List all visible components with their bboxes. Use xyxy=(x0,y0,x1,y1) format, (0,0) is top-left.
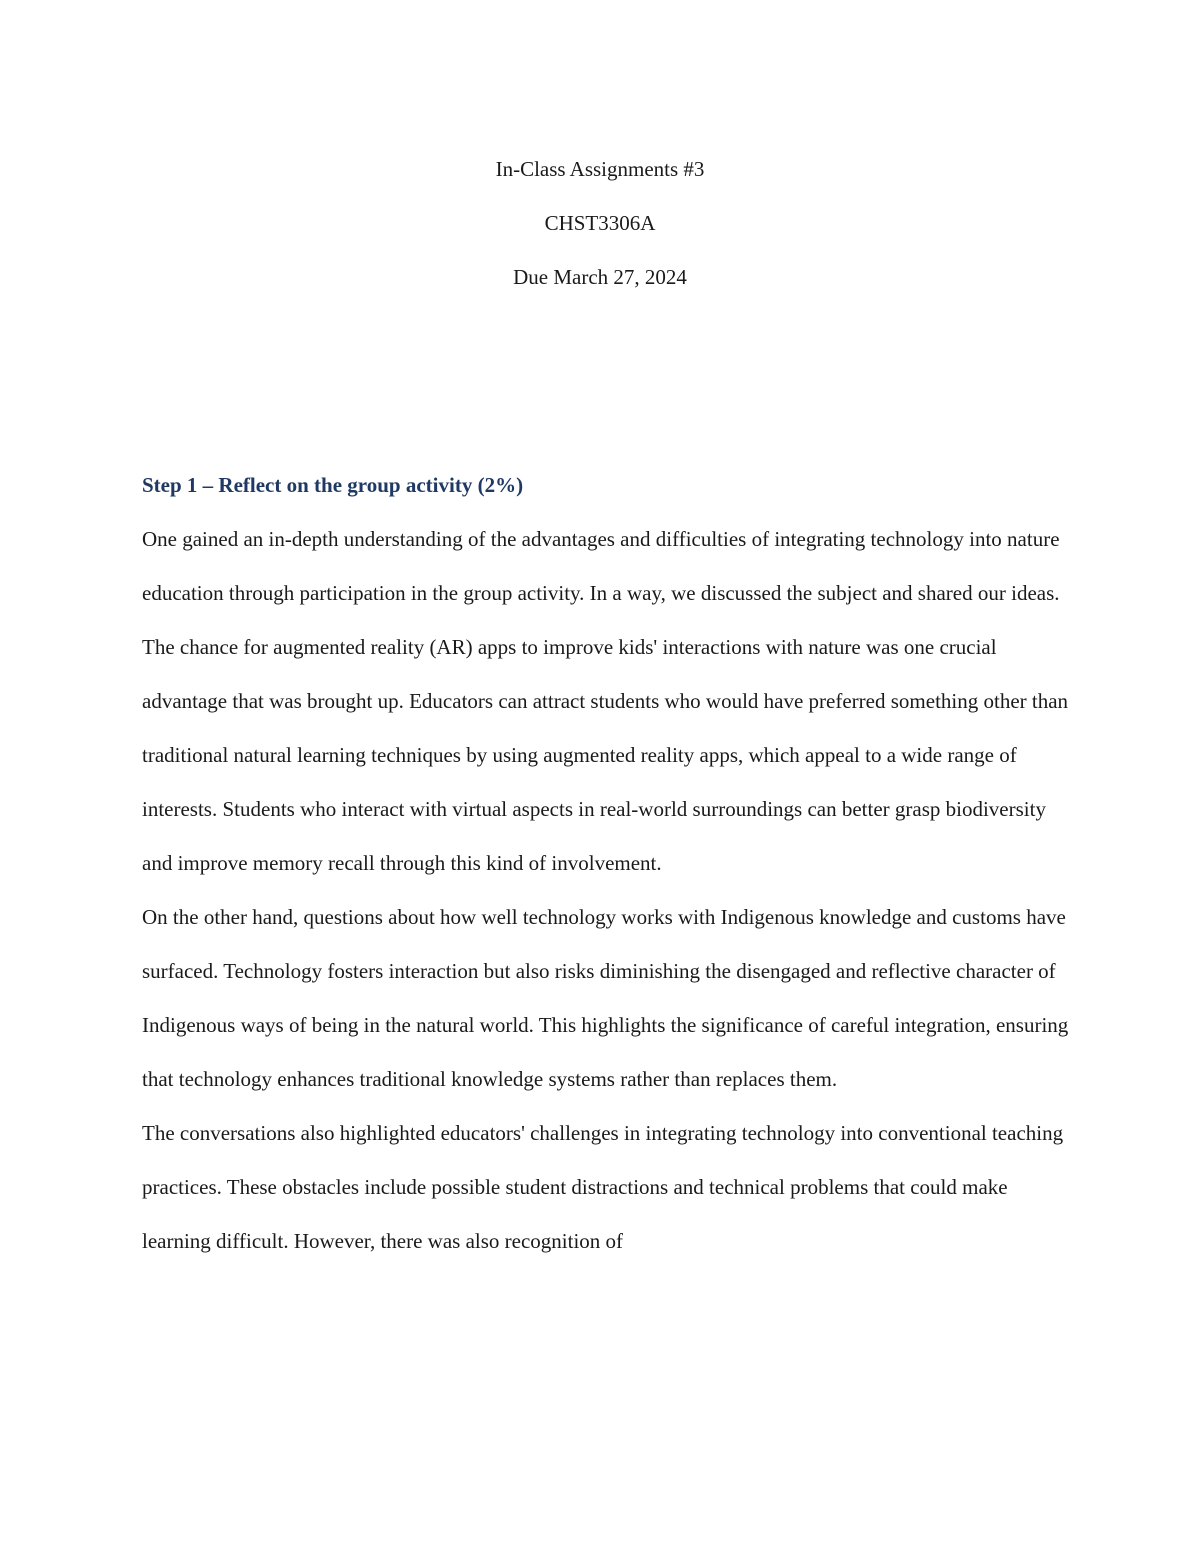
paragraph-1: One gained an in-depth understanding of the advantages and difficulties of integrating technology into nature education through participation in the group activity. In a way, we discussed the subject and shared our ideas. The chance for augmented reality (AR) apps to improve kids' interactions with nature was one crucial advantage that was brought up. Educators can attract students who would have preferred something other than traditional natural learning techniques by using augmented reality apps, which appeal to a wide range of interests. Students who interact with virtual aspects in real-world surroundings can better grasp biodiversity and improve memory recall through this kind of involvement. xyxy=(142,527,1069,875)
document-body xyxy=(142,458,1072,1268)
paragraph-3: The conversations also highlighted educators' challenges in integrating technology into conventional teaching practices. These obstacles include possible student distractions and technical problems that could make learning difficult. However, there was also recognition of xyxy=(142,1121,1064,1253)
assignment-title: In-Class Assignments #3 xyxy=(495,157,705,181)
title-block xyxy=(0,142,1200,304)
section-heading: Step 1 – Reflect on the group activity (2%) xyxy=(142,473,524,497)
due-date: Due March 27, 2024 xyxy=(513,265,687,289)
paragraph-2: On the other hand, questions about how well technology works with Indigenous knowledge and customs have surfaced. Technology fosters interaction but also risks diminishing the disengaged and reflective character of Indigenous ways of being in the natural world. This highlights the significance of careful integration, ensuring that technology enhances traditional knowledge systems rather than replaces them. xyxy=(142,905,1069,1091)
course-code: CHST3306A xyxy=(544,211,656,235)
